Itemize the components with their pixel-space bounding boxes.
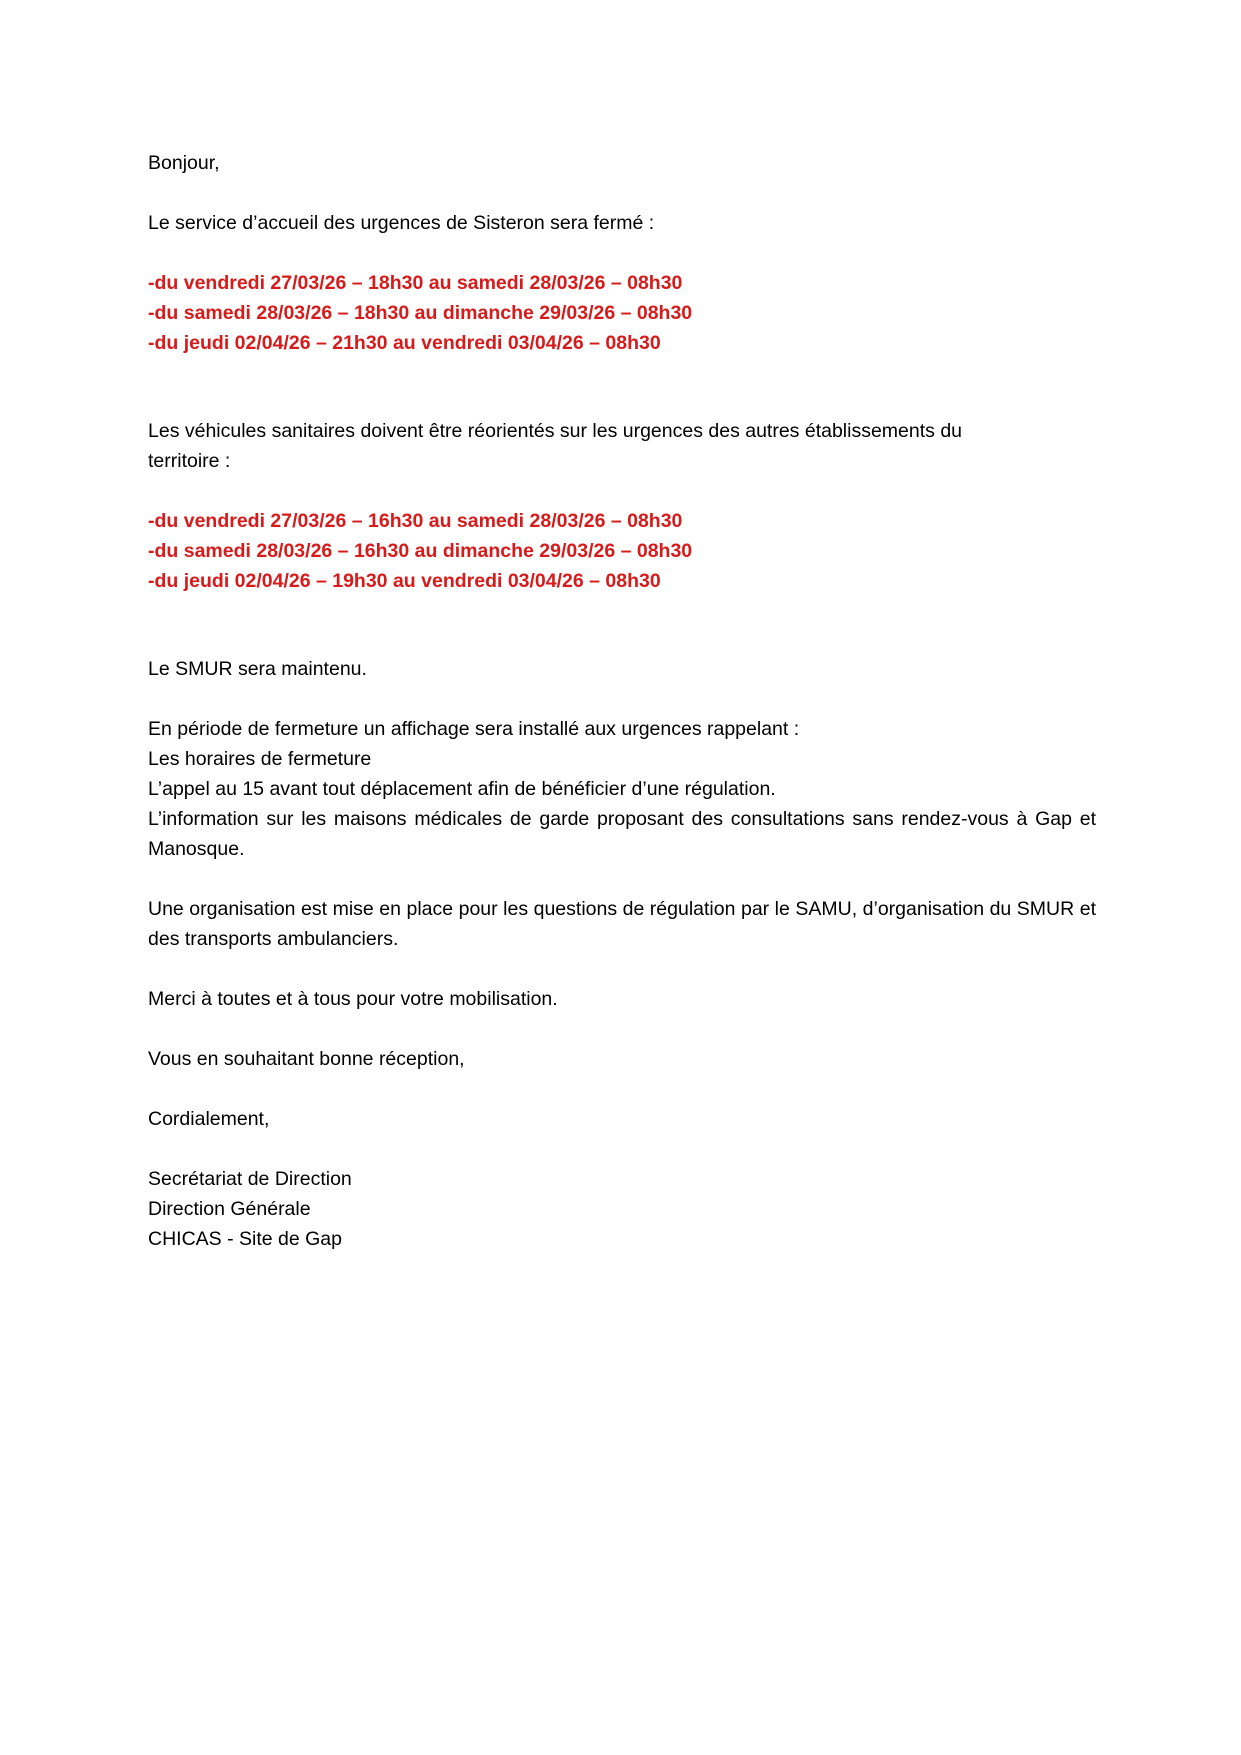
- display-intro: En période de fermeture un affichage sera installé aux urgences rappelant :: [148, 718, 800, 740]
- closure-intro: Le service d’accueil des urgences de Sisteron sera fermé :: [148, 212, 655, 234]
- signature-line: Direction Générale: [148, 1198, 311, 1220]
- letter-body: [148, 148, 1096, 1254]
- signature-block: [148, 1164, 1096, 1254]
- thanks-text: Merci à toutes et à tous pour votre mobilisation.: [148, 988, 558, 1010]
- vehicle-date: -du samedi 28/03/26 – 16h30 au dimanche 29/03/26 – 08h30: [148, 540, 693, 562]
- closure-dates-list: [148, 268, 1096, 358]
- greeting: Bonjour,: [148, 152, 220, 174]
- reception-text: Vous en souhaitant bonne réception,: [148, 1048, 465, 1070]
- display-item: L’appel au 15 avant tout déplacement afin de bénéficier d’une régulation.: [148, 778, 776, 800]
- closure-date: -du samedi 28/03/26 – 18h30 au dimanche 29/03/26 – 08h30: [148, 302, 693, 324]
- closing: Cordialement,: [148, 1108, 270, 1130]
- display-item: L’information sur les maisons médicales de garde proposant des consultations sans rendez-vous à Gap et Manosque.: [148, 808, 1096, 860]
- signature-line: CHICAS - Site de Gap: [148, 1228, 342, 1250]
- display-item: Les horaires de fermeture: [148, 748, 372, 770]
- vehicle-date: -du vendredi 27/03/26 – 16h30 au samedi 28/03/26 – 08h30: [148, 510, 683, 532]
- closure-date: -du vendredi 27/03/26 – 18h30 au samedi 28/03/26 – 08h30: [148, 272, 683, 294]
- vehicle-date: -du jeudi 02/04/26 – 19h30 au vendredi 03/04/26 – 08h30: [148, 570, 661, 592]
- organisation-text: Une organisation est mise en place pour les questions de régulation par le SAMU, d’organisation du SMUR et des transports ambulanciers.: [148, 898, 1096, 950]
- vehicle-dates-list: [148, 506, 1096, 596]
- signature-line: Secrétariat de Direction: [148, 1168, 352, 1190]
- closure-date: -du jeudi 02/04/26 – 21h30 au vendredi 03/04/26 – 08h30: [148, 332, 661, 354]
- smur-text: Le SMUR sera maintenu.: [148, 658, 367, 680]
- vehicles-intro: Les véhicules sanitaires doivent être réorientés sur les urgences des autres établissements du territoire :: [148, 420, 963, 472]
